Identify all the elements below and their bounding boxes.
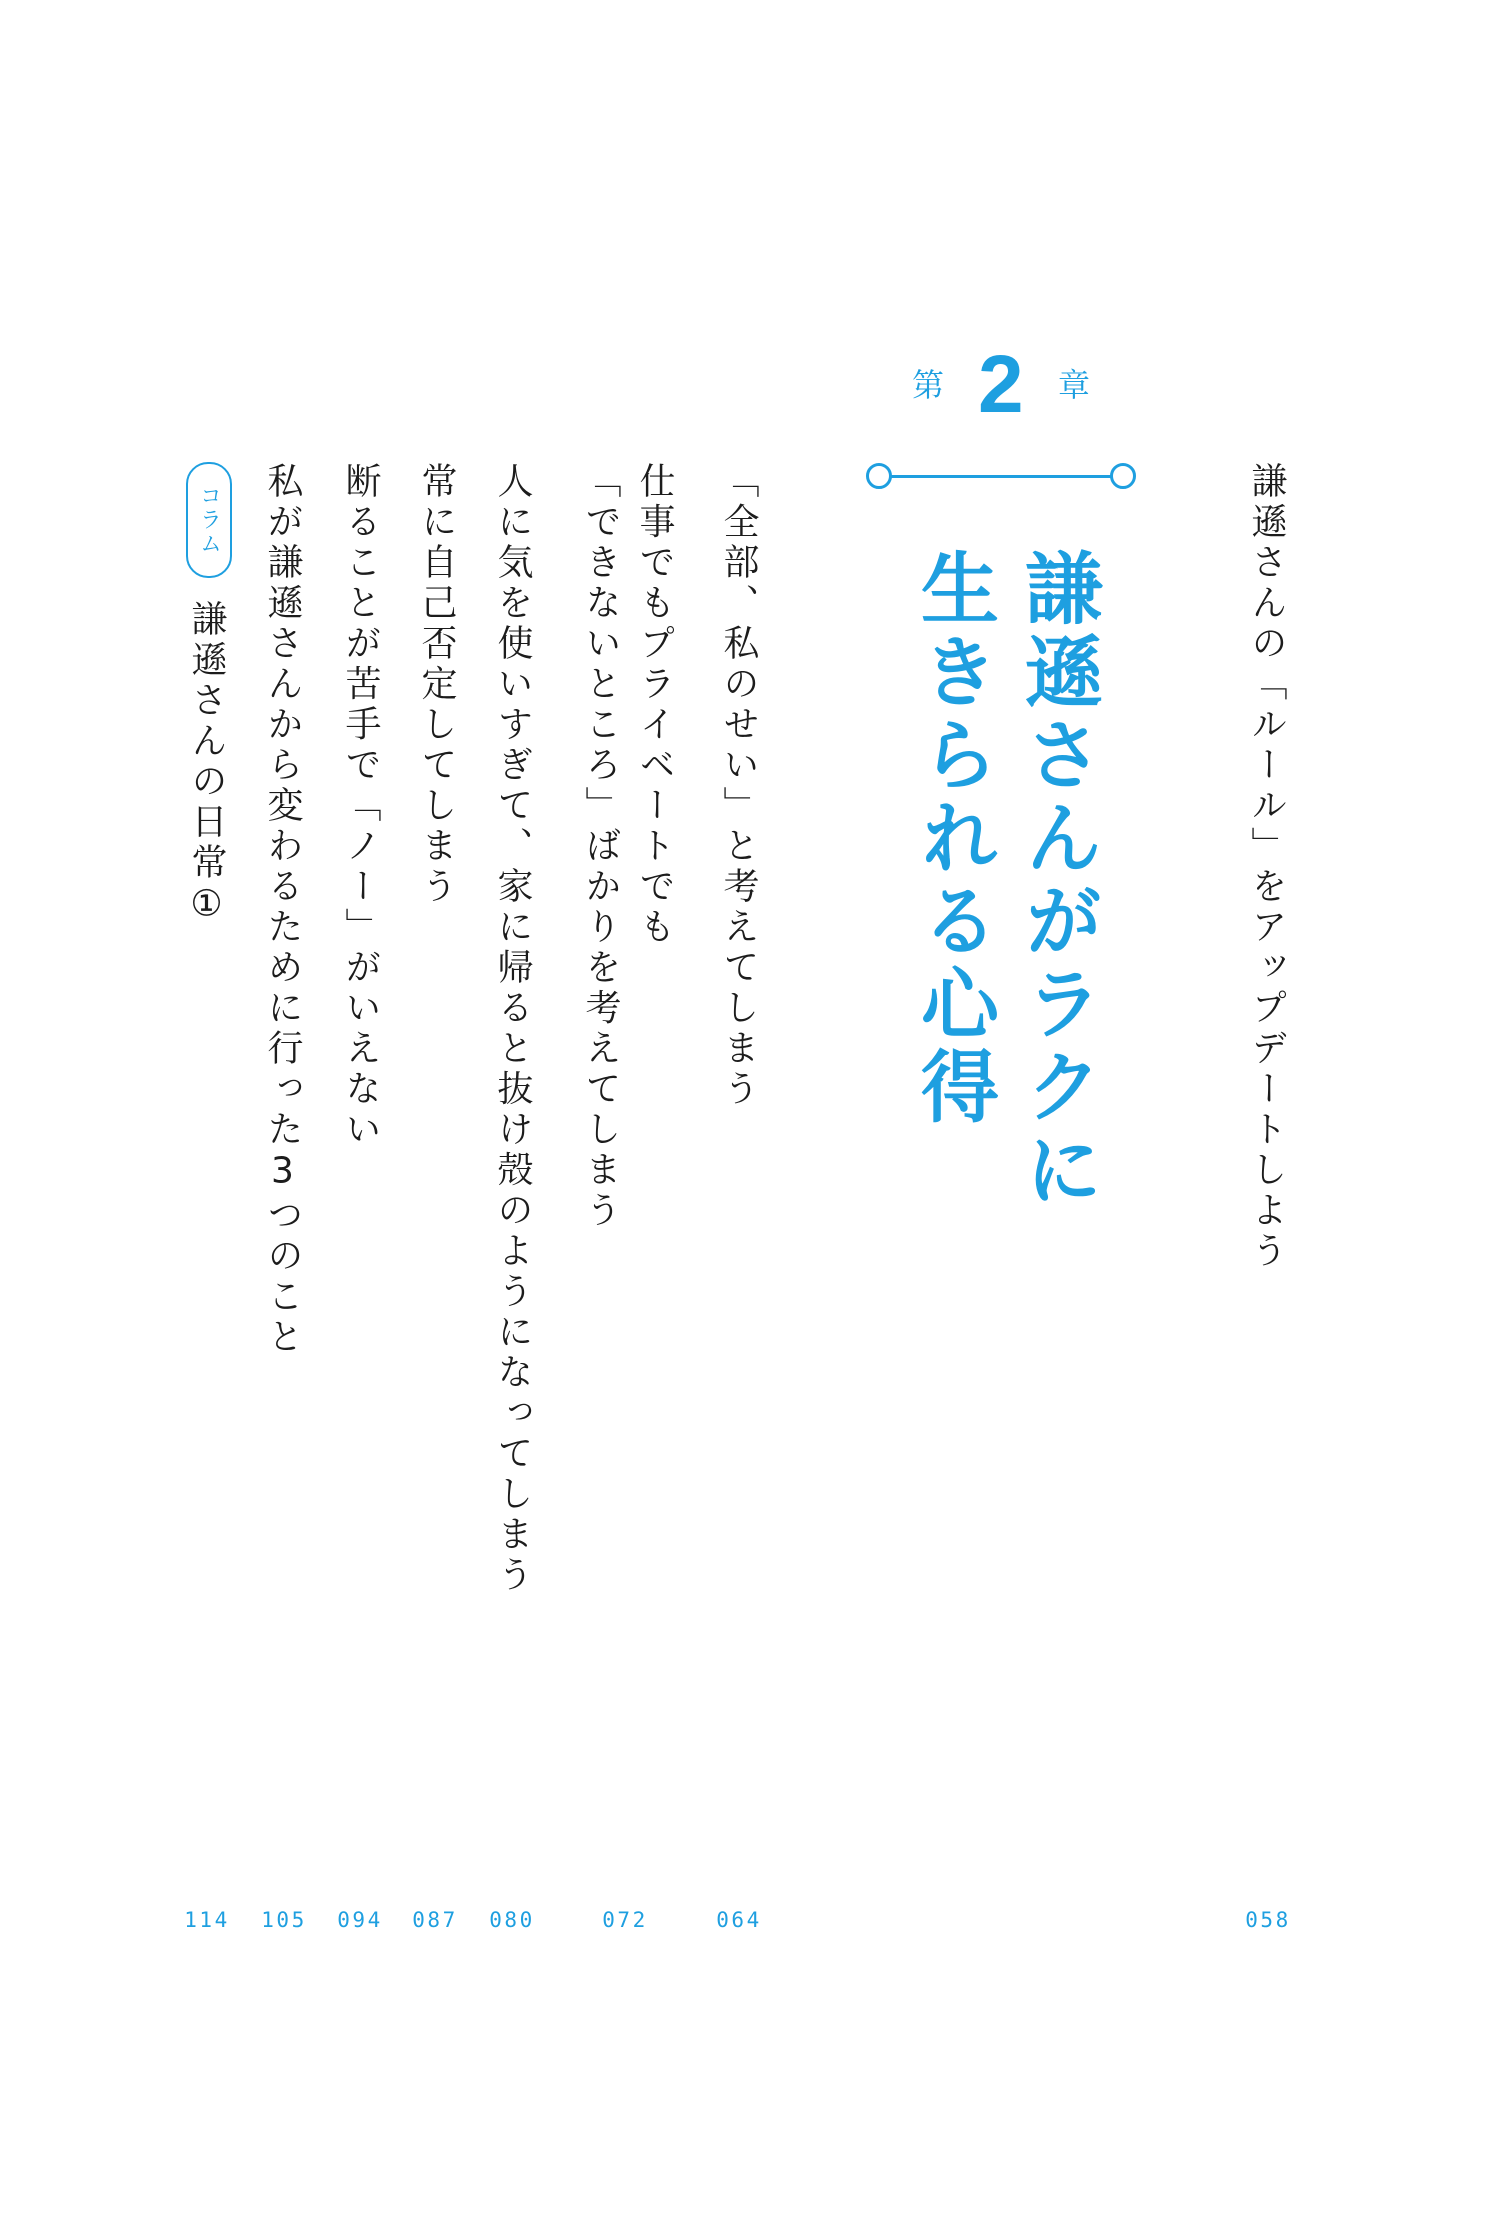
page-number: 064 [716, 1908, 762, 1932]
page-number: 072 [602, 1908, 648, 1932]
toc-entry-title: 常に自己否定してしまう [416, 462, 457, 908]
divider-left-circle [866, 463, 892, 489]
chapter-title-line1: 謙遜さんがラクに [1012, 548, 1102, 1212]
toc-entry-title-line2: 「できないところ」ばかりを考えてしまう [580, 462, 621, 1232]
chapter-label-prefix: 第 [912, 366, 945, 404]
column-badge-label: コラム [196, 484, 222, 556]
toc-entry-title: 人に気を使いすぎて、家に帰ると抜け殻のようになってしまう [492, 462, 533, 1596]
page-number: 058 [1245, 1908, 1291, 1932]
chapter-number: 2 [978, 339, 1024, 430]
chapter-divider [880, 475, 1130, 478]
chapter-title-line2: 生きられる心得 [908, 548, 998, 1129]
toc-entry-title: 謙遜さんの日常① [186, 600, 227, 929]
page-number: 080 [489, 1908, 535, 1932]
toc-entry-title: 断ることが苦手で「ノー」がいえない [340, 462, 381, 1151]
toc-entry-title: 「全部、私のせい」と考えてしまう [718, 462, 759, 1110]
page-number: 105 [261, 1908, 307, 1932]
toc-entry-title: 謙遜さんの「ルール」をアップデートしよう [1246, 462, 1287, 1272]
page-number: 087 [412, 1908, 458, 1932]
divider-right-circle [1110, 463, 1136, 489]
toc-entry-title-line1: 仕事でもプライベートでも [634, 462, 675, 948]
page-number: 094 [337, 1908, 383, 1932]
column-badge [186, 462, 232, 578]
page-number: 114 [184, 1908, 230, 1932]
toc-entry-title: 私が謙遜さんから変わるために行った3つのこと [262, 462, 303, 1358]
chapter-label-suffix: 章 [1058, 366, 1091, 404]
